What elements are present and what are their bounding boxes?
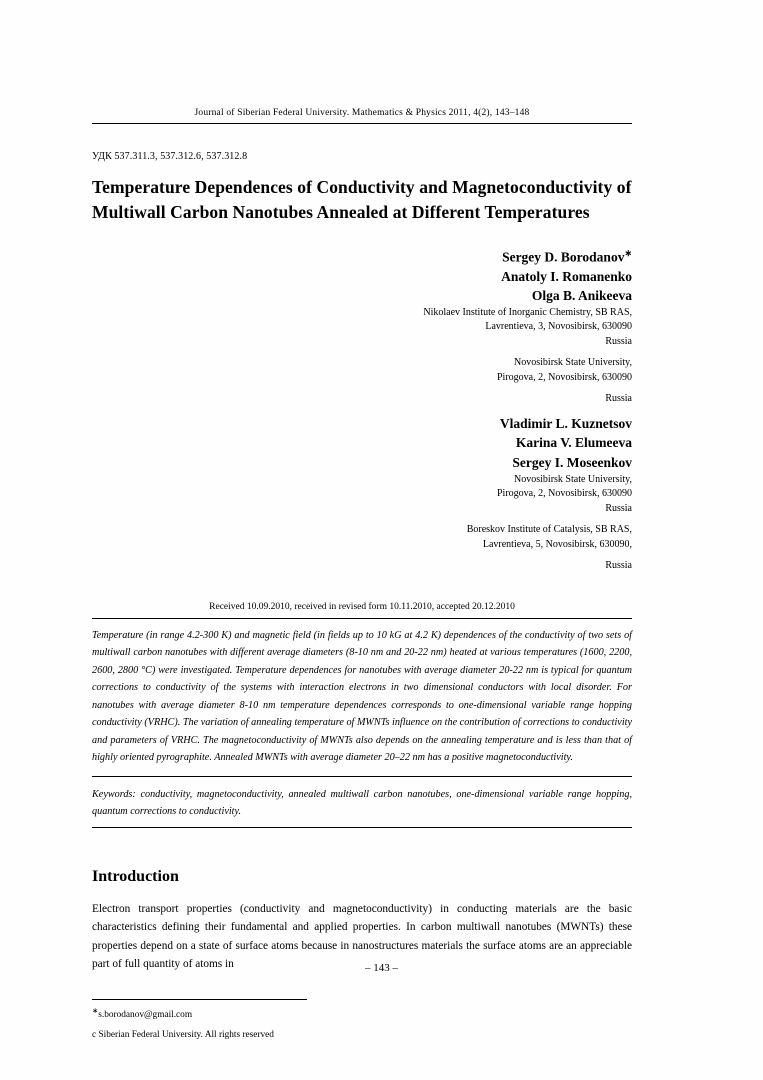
introduction-paragraph: Electron transport properties (conductivity and magnetoconductivity) in conducting materials are the basic characteristics defining their fundamental and applied properties. In carbon multiwall nanotubes (MWNTs) these properties depend on a state of surface atoms because in nanostructures materials the surface atoms are an appreciable part of full quantity of atoms in	[92, 903, 632, 970]
author-name: Anatoly I. Romanenko	[501, 268, 632, 284]
affiliation-line: Pirogova, 2, Novosibirsk, 630090	[497, 371, 632, 383]
author-name: Vladimir L. Kuznetsov	[499, 415, 632, 431]
spacer	[92, 349, 632, 356]
footnote-email	[92, 1005, 632, 1023]
affiliation-line: Nikolaev Institute of Inorganic Chemistry, SB RAS,	[423, 306, 632, 318]
page-content	[92, 108, 632, 1043]
author-entry	[92, 267, 632, 287]
udk-code: УДК 537.311.3, 537.312.6, 537.312.8	[92, 151, 248, 162]
affiliation-line: Russia	[605, 335, 632, 347]
spacer	[92, 407, 632, 414]
page-number: – 143 –	[365, 962, 398, 974]
spacer	[92, 385, 632, 392]
affiliation-line: Lavrentieva, 5, Novosibirsk, 630090,	[482, 538, 632, 550]
spacer	[92, 552, 632, 559]
affiliation-line: Novosibirsk State University,	[514, 473, 632, 485]
footnote-divider	[92, 999, 307, 1000]
affiliation-line: Boreskov Institute of Catalysis, SB RAS,	[466, 524, 632, 536]
author-entry	[92, 414, 632, 434]
affiliation-line: Russia	[605, 502, 632, 514]
section-heading-introduction: Introduction	[92, 868, 179, 886]
author-entry	[92, 433, 632, 453]
author-entry	[92, 453, 632, 473]
footnote-star-icon: ∗	[92, 1006, 99, 1016]
journal-header: Journal of Siberian Federal University. Mathematics & Physics 2011, 4(2), 143–148	[92, 108, 632, 124]
author-name: Sergey D. Borodanov	[502, 249, 625, 265]
received-dates: Received 10.09.2010, received in revised form 10.11.2010, accepted 20.12.2010	[92, 602, 632, 619]
footnote-copyright: c Siberian Federal University. All rights reserved	[92, 1030, 274, 1041]
author-name: Olga B. Anikeeva	[531, 288, 632, 304]
author-name: Sergey I. Moseenkov	[512, 455, 632, 470]
keywords-text: Keywords: conductivity, magnetoconductivity, annealed multiwall carbon nanotubes, one-dimensional variable range hopping, quantum corrections to conductivity.	[92, 776, 632, 828]
spacer	[92, 516, 632, 523]
page-title: Temperature Dependences of Conductivity and Magnetoconductivity of Multiwall Carbon Nanotubes Annealed at Different Temperatures	[92, 177, 632, 222]
affiliation-line: Russia	[605, 393, 632, 405]
affiliation-line: Pirogova, 2, Novosibirsk, 630090	[497, 488, 632, 500]
author-entry	[92, 247, 632, 267]
affiliation-line: Lavrentieva, 3, Novosibirsk, 630090	[485, 321, 632, 333]
authors-block	[92, 247, 632, 574]
affiliation-line: Novosibirsk State University,	[514, 357, 632, 369]
author-name: Karina V. Elumeeva	[515, 435, 632, 451]
abstract-text: Temperature (in range 4.2-300 K) and magnetic field (in fields up to 10 kG at 4.2 K) dependences of the conductivity of two sets of multiwall carbon nanotubes with different average diameters (8-10 nm and 20-22 nm) heated at various temperatures (1600, 2200, 2600, 2800 °C) were investigated. Temperature dependences for nanotubes with average diameter 20-22 nm is typical for quantum corrections to conductivity of the systems with interaction electrons in two dimensional conductors with local disorder. For nanotubes with average diameter 8-10 nm temperature dependences corresponds to one-dimensional variable range hopping conductivity (VRHC). The variation of annealing temperature of MWNTs influence on the contribution of corrections to conductivity and parameters of VRHC. The magnetoconductivity of MWNTs also depends on the annealing temperature and is less than that of highly oriented pyrographite. Annealed MWNTs with average diameter 20–22 nm has a positive magnetoconductivity.	[92, 629, 632, 764]
footnote-email-text: s.borodanov@gmail.com	[98, 1010, 193, 1021]
author-footnote-marker: ∗	[624, 247, 632, 258]
affiliation-line: Russia	[605, 560, 632, 572]
author-entry	[92, 286, 632, 306]
